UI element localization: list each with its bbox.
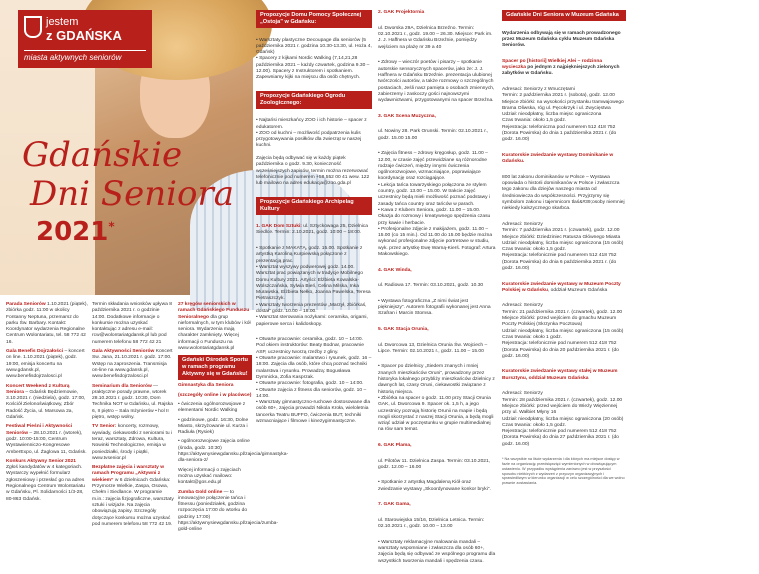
gymnastics-item: • ogólnorozwojowe zajęcia online (środa, godz. 10:30) https://aktywnysiewgdansku.pl/zajecia/gimnastyka-dla-seniora-2/	[178, 439, 289, 464]
event-concert-text: – Gdańsk Będziemowie, 3.10.2021 r. (niedziela), godz. 17:00, Kościół Zielonoświątkowy, Zbór Radość Życia, ul. Marsowa 2a, Gdańsk.	[6, 389, 86, 421]
museum-event-4-sub: oddział Muzeum Gdańska	[528, 375, 589, 381]
gdansk-crest-icon	[24, 16, 42, 38]
gak-dom-sztuki-text: ul. Sztyckowaga 25, Dzielnica Siedlce. Termin: 2.10.2021, godz. 10:00 – 18:00.	[256, 224, 368, 236]
gak-dom-sztuki	[256, 224, 372, 237]
museum-event-2-title: Kuratorskie zwiedzanie wystawy Dominikanie w Gdańsku.	[502, 152, 614, 165]
gak-gama-title: 7. GAK Gama,	[378, 502, 411, 508]
event-parade-text: 1.10.2021 (piątek), zbiórka godz. 11:00 w okolicy Fontanny Neptuna, przemarsz do parku Św. Barbary. Kontakt: Koordynator wydarzenia Regionalne Centrum Wolontariatu, tel. 58 772 42 16.	[6, 302, 88, 345]
museum-event-1-desc: po jednym z najpiękniejszych zielonych zabytków w Gdańsku.	[502, 65, 620, 77]
event-gala-title: Gala Benefis Dojrzałości	[6, 349, 64, 355]
lower-center-column	[178, 302, 289, 533]
museum-intro: Wydarzenia odbywają się w ramach prowadzonego przez Muzeum Gdańska cyklu Muzeum Gdańska Seniorów.	[502, 30, 621, 49]
gak-plama-text: ul. Pilotów 11. Dzielnica Zaspa. Termin: 03.10.2021, godz. 12.00 – 16.00	[378, 458, 491, 470]
year-footnote-mark: *	[108, 219, 115, 234]
active-with-age-title: Bezpłatne zajęcia i warsztaty w ramach Programu „Aktywni z wiekiem”	[92, 465, 165, 483]
event-contest	[6, 459, 88, 503]
museum-event-3-sub: , oddział Muzeum Gdańska	[547, 287, 608, 293]
right-column-3	[502, 4, 754, 534]
event-contest-text: Zgłoś kandydatów w 4 kategoriach. Wystarczy wypełnić formularz zgłoszeniowy i przesłać go na adres Regionalnego Centrum Wolontariatu w Gdańsku, Pl. Solidarności 1/3-28, 80-863 Gdańsk.	[6, 465, 86, 502]
fund-block	[178, 302, 252, 352]
zumba-title: Zumba Gold online	[178, 489, 223, 495]
museum-event-3-title: Kuratorskie zwiedzanie wystawy w Muzeum Poczty Polskiej w Gdańsku	[502, 281, 621, 293]
gak-dom-sztuki-events: • Spotkanie z MAKATĄ, godz. 15.00. Spotkanie z artystką Karoliną Kurpiewską połączone z prezentacją prac. • Warsztat wyszywy podwerowej godz. 14.00. Warsztat prac powiązanych w tradycje Mobilnego Domu Kultury 2021. Artyści: Elżbieta Kowalska-Wolszczańska, Sylwia Bień, Celina Milska, Inka Murawska, Elżbieta Nełko, Joanna Pawelska, Teresa Pietraszczyk. • Warsztaty tworzenia prezentów „Marzył, zbiórkaś, dostał” godz. 10.00 – 18.00. • Warsztat sterowania nożykami: ceramika, origami, papierowe serca i kalidoskopy.	[256, 246, 371, 327]
badge-line3: miasta aktywnych seniorów	[24, 50, 146, 62]
gala-activity-title: Gala Aktywności Seniorów	[92, 349, 155, 355]
footnote: * Na wszystkie na liście wydarzenia i dla których ma miejsce dostęp w fazie na organizację przedsięwzięć wymienionych w obowiązującym ustawieniu. W przypadku wystąpienia zarówno jest w przyszłości sposobu niektórych z wydarzeń z przyczyn organizacyjnych i sprawiedliwym w kierunku organizacji w celu szczególności dla we wolno prawnie zostawiania.	[502, 457, 625, 486]
dps-ostoja-text: • Warsztaty plastyczne Decoupage dla seniorów (5 października 2021 r. godzina 10.30-13.30, ul. Hoża 4, Gdańsk) • Spacery z kijkami Nordic Walking (7,14,21,28 października 2021 – każdy czwartek, godzina 9.30 – 12.00). Spacery z Instruktorem i spotkaniem. Zapewniamy kijki na miejscu dla osób chętnych.	[256, 37, 372, 81]
gymnastics-item: • godzinowe, godz. 16:30, Dolne Miasto, skrzyżowanie ul. Kurza i Radiuła (Rysiek)	[178, 417, 249, 436]
gak-dom-sztuki-title: 1. GAK Dom Sztuki:	[256, 224, 302, 230]
museum-event-4-details: Adresaci: Seniorzy Termin: 28 października 2021 r. (czwartek), godz. 12.00 Miejsce zbiórki: przed wejściem do Wieży Więziennej przy ul. Wałbiet Młyny 16 Udział: nieodpłatny, liczba miejsc ograniczona (20 osób) Czas trwania: około 1,5 godz. Rejestracja: telefonicznie pod numerem 512 418 752 (Dorota Powirska) do dnia 27 października 2021 r. (do godz. 16.00)	[502, 391, 624, 447]
seminar-title: Seminarium dla Seniorów	[92, 383, 152, 389]
gak-scena-title: 3. GAK Scena Muzyczna,	[378, 113, 436, 119]
event-seminar	[92, 384, 174, 422]
right-column-2	[378, 4, 496, 564]
event-festival	[6, 424, 88, 455]
museum-event-1-details: Adresaci: Seniorzy z Wnuczętami Termin: 2 października 2021 r. (sobota), godz. 12.00 Miejsce zbiórki: na wysokości przystanku tramwajowego Brama Oliwska, róg ul. Pęcokrzyk i ul. Zwycięstwa Udział: nieodpłatny, liczba miejsc ograniczona Czas trwania: około 1,5 godz. Rejestracja: telefoniczna pod numerem 512 418 752 (Dorota Powirska) do dnia 1 października 2021 r. (do godz. 16.00)	[502, 86, 624, 143]
gymnastics-list	[178, 401, 289, 465]
museum-event-2-desc: 800 lat zakonu dominikanów w Polsce – Wystawa opowiada o historii dominikanów w Polsce i zwłaszcza tego zakonu dla dziejów naszego miasta od średniowiecza do współczesności. Przyjrzymy się symbolom zakonu i tajemnicom tlaś&#39;osoby niemniej niekiedy kalszycznego skarbca.	[502, 174, 625, 212]
badge-line1: jestem	[46, 16, 79, 28]
museum-header: Gdańskie Dni Seniora w Muzeum Gdańska	[502, 10, 626, 21]
hero-panel	[0, 0, 253, 295]
gak-orunia-title: 5. GAK Stacja Orunia,	[378, 326, 429, 332]
museum-col-a	[502, 4, 626, 495]
fund-text: dla grup nieformalnych, w tym klubów i kół seniora. Wydarzenia mają charakter zamknięty. Więcej informacji o Funduszu na www.wolontariatgdansk.pl	[178, 314, 251, 352]
badge-line2: z GDAŃSKA	[46, 28, 122, 43]
zumba-block	[178, 489, 279, 534]
event-parade	[6, 302, 88, 346]
gak-winda-text: ul. Radiowa 17. Termin: 03.10.2021, godz. 10.30	[378, 283, 484, 289]
event-parade-title: Parada Seniorów	[6, 302, 46, 307]
gak-header: Propozycje Gdańskiego Archipelag Kultury	[256, 197, 372, 215]
gak-orunia-text: ul. Dworcowa 13, Dzielnica Orunia Św. Wojciech – Lipce. Termin: 02.10.2021 r., godz. 11.00 – 15.00	[378, 342, 488, 354]
event-gala-activity	[92, 349, 174, 380]
active-with-age-text: w 6 dzielnicach Gdańska: Przymorze Wielkie, Zaspa, Osowa, Chełm i Siedlance. W programie m.in.: zajęcia fizjograficzne, warsztaty sztuki i wizjaże. Na zajęcia obowiązują zapisy. Szczegóły dotyczące konkursu można uzyskać pod numerem telefonu 58 772 42 19.	[92, 477, 174, 527]
event-concert-title: Koncert Weekend z Kulturą Seniora	[6, 383, 70, 395]
gak-gama-event: • Warsztaty reklamacyjne malowania mandali – warsztaty wspomniane i zwłaszcza dla osób 60+, zajęcia będą się odbywać ze wspólnego programu dla wszystkich tworzenia mandali i spędzenia czasu.	[378, 539, 496, 564]
museum-event-3-details: Adresaci: Seniorzy Termin: 21 października 2021 r. (czwartek), godz. 12.00 Miejsce zbiórki: przed wejściem do gmachu Muzeum Poczty Polskiej (Skrzynka Pocztowa) Udział: nieodpłatny, liczba miejsc ograniczona (15 osób) Czas trwania: około 1 godz. Rejestracja: telefonicznie pod numerem 512 418 752 (Dorota Powirska) do dnia 20 października 2021 r. (do godz. 16.00)	[502, 303, 624, 359]
museum-event-4-title: Kuratorskie zwiedzanie wystawy stałej w Muzeum Bursztynu,	[502, 369, 618, 381]
event-concert	[6, 384, 88, 422]
event-gala-benefis	[6, 349, 88, 380]
event-festival-title: Festiwal Pieśni i Aktywności Seniorów	[6, 424, 73, 436]
gymnastics-item: • ćwiczenia ogólnorozwojowe z elementami Nordic Walking	[178, 401, 246, 414]
event-gala-text: – koncert on line. 1.10.2021 (piątek), godz. 19:00, emisja koncertu na www.gdansk.pl, www.benefisdojrzalosci.pl	[6, 349, 85, 380]
museum-event-1	[502, 59, 626, 78]
seminar-text: — praktyczne porady prawne, wtorek 28.10.2021 r. godz. 10:30, Dom Technika NOT w Gdańsku, ul. Rajska 6, II piętro – Sala Inżynierów • hol II piętro, wstęp wolny.	[92, 383, 173, 421]
lower-left-column	[6, 302, 88, 532]
gak-winda-title: 4. GAK Winda,	[378, 267, 412, 273]
zoo-header: Propozycje Gdańskiego Ogrodu Zoologicznego:	[256, 91, 372, 109]
gymnastics-subtitle: (szczegóły online i w placówce)	[178, 392, 252, 398]
fund-title: 27 kręgów seniorskich w ramach Gdańskiego Funduszu Senioralnego	[178, 302, 250, 320]
tv-senior-title: TV Senior:	[92, 424, 117, 430]
gak-scena-events: • Zajęcia fitness – zdrowy kręgosłup, godz. 11.00 – 12.00, w czasie zajęć przewidziane są różnorodne rodzaje ćwiczeń, między innymi ćwiczenia ogólnorozwojowe, wzmacniające, poprawiające koordynację oraz rozciągające. • Lekcja tańca towarzyskiego połączona ze stylem country, godz. 13.00 – 15.00. W trakcie zajęć uczestnicy będą mieli możliwość poznać podstawy i zasady tańca country oraz tańców w parach. • Kawa z Klubem Seniora, godz. 11.00 – 15.00. Okazja do rozmowy i kreatywnego spędzenia czasu przy kawie i herbacie. • Profesjonalne zdjęcie z makijażem, godz. 11.00 – 15.00 (co 15 min.). Od 11.00 do 15.00 będzie można wykonać profesjonalne zdjęcie portretowe w studiu, wyk. przez artystkę Ewę Warną-Kierś. Fotograf: Artura Makowskiego.	[378, 151, 496, 257]
sport-section-header: Gdański Ośrodek Sportu w ramach programu Aktywny się w Gdańsku!	[178, 355, 252, 380]
title-line1: Gdańskie	[22, 135, 183, 175]
gak-projektornia-event: • Zdrowy – wieczór poetów i pisarzy – spotkanie autorskie sensorycznych spacerów, jako że: J. J. Haffnera w Gdańsku Brzeźnie. prezentacja ulubionej twórczości autorów, a także rozmowy o szczególnych postaciach, Jeśli nasz pamięta o osobach zmiennych, zabierzemy i zaskoczy gości najnowszymi wydawnictwami, przygotowanymi na spacer Brzeźna.	[378, 60, 495, 104]
title-line2: Dni Seniora	[30, 174, 235, 214]
museum-event-1-title: Spacer po [historii] Wielkiej Alei – rodzinna wycieczka	[502, 58, 603, 71]
contest-deadline-text: Termin składania wniosków upływa 8 października 2021 r. o godzinie 14:00. Dodatkowe informacje o konkursie można uzyskać kontaktując z adresu e-mail: rcw@wolontariatgdansk.pl lub pod numerem telefonu 58 772 42 21	[92, 302, 172, 345]
gak-projektornia-title: 2. GAK Projektornia	[378, 10, 425, 16]
gak-plama-event: • Spotkanie z artystką Magdaleną Kiół oraz zwiedzanie wystawy „Skoordynowane konkor bryki”.	[378, 480, 491, 492]
sport-more-info: Więcej informacji o zajęciach można uzyskać mailowo: kontakt@gos.edu.pl	[178, 467, 241, 486]
museum-event-2-details: Adresaci: Seniorzy Termin: 7 października 2021 r. (czwartek), godz. 12.00 Miejsce zbiórki: Dziedziniec Ratusza Głównego Miasta Udział: nieodpłatny, liczba miejsc ograniczona (15 osób) Czas trwania: około 1,5 godz. Rejestracja: telefonicznie pod numerem 512 418 752 (Dorota Powirska) do dnia 6 października 2021 r. (do godz. 16.00)	[502, 221, 624, 271]
tv-senior-text: koncerty, rozmowy, wywiady, ciekawostki z seniorami tu i teraz, warsztaty, Zdrowa, Kultura, Nowinki Technologiczne, emisja w poniedziałki, środy i piątki, www.tvsenior.pl	[92, 424, 173, 461]
event-festival-text: – 28.10.2021 r. (wtorek), godz. 10:00-15:00, Centrum Wystawienniczo-Kongresowe AmberExpo, ul. Żaglowa 11, Gdańsk.	[6, 430, 87, 455]
gak-scena-text: ul. Nowiny 28. Park Orunski. Termin: 02.10.2021 r., godz. 15.00 15.00	[378, 129, 489, 141]
dps-ostoja-header: Propozycje Domu Pomocy Społecznej „Ostoja” w Gdańsku:	[256, 10, 372, 28]
gak-plama-title: 6. GAK Plama,	[378, 443, 412, 448]
lower-mid-column	[92, 302, 174, 532]
zoo-text: • Najtańsi mieszkańcy ZOO i ich historie – spacer z edukatorem. • ZOO od kuchni – możliwość podpatrzenia kulis przygotowywania posiłków dla zwierząt w naszej kuchni. Zajęcia będą odbywać się w każdy piątek października o godz. 9.30, konieczność wcześniejszych zapisów, termin można rezerwować telefonicznie pod numerem +58 552 00 41 wew. 122 lub mailowo na adres edukacja@zoo.gda.pl	[256, 118, 370, 187]
gak-winda-event: • Wystawa fotograficzna „Z nimi świat jest piękniejszy”. Autorem fotografii wykonanej jest Anna Szafran i Marcin Stomsa.	[378, 298, 491, 317]
gak-dom-sztuki-workshops: • Otwarte pracownie: ceramika, godz. 10 – 14:00. Pod okiem instruktorów: Beaty Bodnar, pracownie ASP, uczestnicy tworzą rzeźby z gliny. • Otwarte pracownie: malarstwo i rysunek, godz. 16 – 18:00. Zajęcia dla osób, które chcą poznać techniki malarstwa i rysunku. Prowadzą: Bogusława Dymnicka, Zofia Kasprzak. • Otwarte pracownie: fotografia, godz. 10 – 14:00. • Otwarte zajęcia z fitness dla seniorów, godz. 10 – 14:00. • Warsztaty gimnastyczno-ruchowe dostosowane dla osób 60+, zajęcia prowadzi Nikola Kroła, wieloletnia tancerka Teatru BUFFO, ćwiczenia BUT, techniki wzmacniające i filmowe i kinezygimnastyczne.	[256, 337, 372, 425]
year-label	[36, 217, 115, 247]
year-value: 2021	[36, 217, 109, 247]
event-tv-senior	[92, 424, 174, 462]
event-active-with-age	[92, 465, 174, 528]
museum-event-3	[502, 282, 626, 295]
gak-gama-text: ul. Starowiejska 15/16, Dzielnica Letnica. Termin: 02.10.2021 r., godz. 10.00 – 13.00	[378, 517, 485, 530]
gymnastics-title: Gimnastyka dla Seniora	[178, 383, 234, 389]
zumba-text: — to innowacyjne połączenie tańca i fitnessu (poniedziałek, godzina rozpoczęcia 17:00 do wtorku do godziny 17:00) https://aktywnysiewgdansku.pl/zajecia/zumba-gold-online	[178, 489, 279, 533]
gala-activity-text: Koncert Sw. Jana, 21.10.2021 r. godz. 17:00. Wstęp na zaproszenia. Transmisja on-line na www.gdansk.pl, www.benefisdojrzalosci.pl	[92, 349, 173, 380]
gak-projektornia-text: ul. Dworska 29A, Dzielnica Brzeźno. Termin: 02.10.2021 r., godz. 19.00 – 26.30. Miejsce: Park im. J. J. Haffnera w Gdańsku Brzeźnie, pomiędzy wejściem na plażę nr 39 a 40	[378, 25, 493, 50]
brand-badge	[18, 10, 152, 68]
museum-event-4	[502, 369, 626, 382]
gak-orunia-event: • Spacer po dzielnicy „Siedem znanych i mniej znanych mieszkańców Oruni”, prowadzony przez historyka lokalnego przybliży mieszkańców dzielnicy z dawnych lat, czasy Oruni, ciekawostki związane z historią miejsca. • Zbiórka na spacer o godz. 11.00 przy Stacji Orunia GAK, ul. Dworcowa 9. Spacer ok. 1,5 h, a jego uczestnicy poznają historię Orunii na mapie i będą mogli skorzystać z naszej Stacji Orunia, a będą mogli wziąć udział w poczęstunku w grupie multimedialnej na rów sam temat.	[378, 364, 495, 433]
right-column-1	[256, 4, 372, 534]
event-contest-title: Konkurs Aktywny Senior 2021	[6, 458, 76, 464]
